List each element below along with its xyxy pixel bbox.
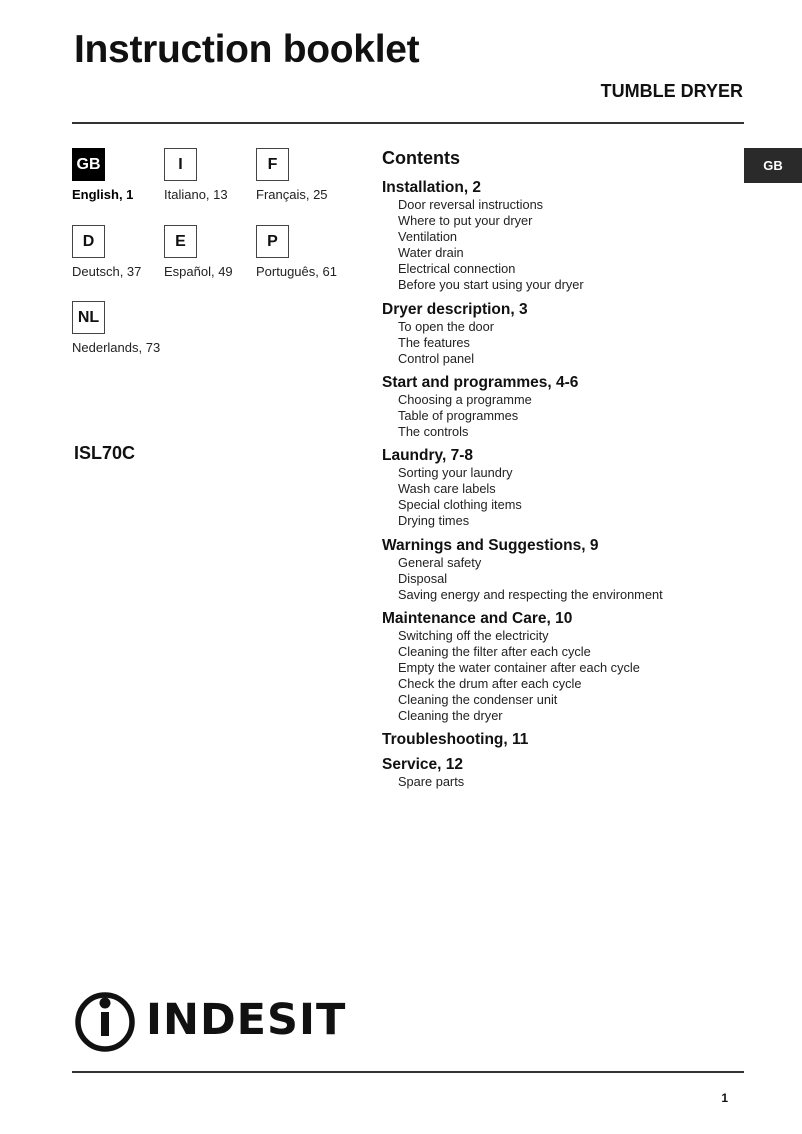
toc-section (382, 756, 742, 790)
toc-item[interactable]: Where to put your dryer (398, 213, 533, 229)
language-code-fr[interactable]: F (256, 148, 289, 181)
toc-section-title[interactable]: Maintenance and Care, 10 (382, 609, 573, 627)
language-pt[interactable] (256, 225, 337, 279)
contents-heading: Contents (382, 148, 460, 168)
toc-item[interactable]: Check the drum after each cycle (398, 676, 582, 692)
language-code-gb[interactable]: GB (72, 148, 105, 181)
language-code-es[interactable]: E (164, 225, 197, 258)
language-de[interactable] (72, 225, 141, 279)
language-label: Italiano, 13 (164, 187, 228, 202)
indesit-logo-icon (74, 988, 136, 1052)
toc-section-title[interactable]: Laundry, 7-8 (382, 447, 474, 465)
contents-sections (382, 179, 742, 790)
language-label: Português, 61 (256, 264, 337, 279)
toc-item[interactable]: The features (398, 334, 470, 350)
toc-item[interactable]: Empty the water container after each cycle (398, 659, 640, 675)
toc-item[interactable]: Choosing a programme (398, 391, 532, 407)
toc-item[interactable]: Electrical connection (398, 261, 516, 277)
language-code-de[interactable]: D (72, 225, 105, 258)
toc-item[interactable]: Cleaning the dryer (398, 708, 503, 724)
toc-item[interactable]: Saving energy and respecting the environment (398, 586, 663, 602)
toc-item[interactable]: Sorting your laundry (398, 465, 513, 481)
toc-section-title[interactable]: Service, 12 (382, 756, 464, 774)
language-it[interactable] (164, 148, 228, 202)
top-divider (72, 122, 744, 124)
toc-section (382, 731, 742, 749)
toc-item[interactable]: The controls (398, 424, 469, 440)
language-code-it[interactable]: I (164, 148, 197, 181)
toc-section (382, 179, 742, 294)
language-label: English, 1 (72, 187, 134, 202)
brand-wordmark: INDESIT (146, 995, 347, 1045)
toc-item[interactable]: Switching off the electricity (398, 627, 549, 643)
toc-item[interactable]: Drying times (398, 513, 470, 529)
toc-section (382, 447, 742, 529)
toc-item[interactable]: Water drain (398, 245, 464, 261)
page-number: 1 (721, 1091, 728, 1105)
toc-item[interactable]: Control panel (398, 350, 475, 366)
toc-item[interactable]: General safety (398, 554, 482, 570)
toc-item[interactable]: Special clothing items (398, 497, 522, 513)
language-label: Nederlands, 73 (72, 340, 161, 355)
page-title: Instruction booklet (74, 28, 420, 71)
toc-item[interactable]: Before you start using your dryer (398, 277, 584, 293)
toc-item[interactable]: Table of programmes (398, 407, 519, 423)
language-nl[interactable] (72, 301, 160, 355)
language-es[interactable] (164, 225, 233, 279)
toc-item[interactable]: Cleaning the condenser unit (398, 692, 558, 708)
toc-item[interactable]: Ventilation (398, 229, 458, 245)
toc-section (382, 537, 742, 603)
language-selector (72, 148, 372, 368)
brand-logo (74, 986, 346, 1054)
model-number: ISL70C (74, 443, 136, 463)
table-of-contents (382, 148, 742, 797)
toc-section-title[interactable]: Troubleshooting, 11 (382, 731, 529, 749)
language-label: Deutsch, 37 (72, 264, 142, 279)
toc-section-title[interactable]: Start and programmes, 4-6 (382, 373, 579, 391)
toc-section-title[interactable]: Warnings and Suggestions, 9 (382, 536, 599, 554)
language-fr[interactable] (256, 148, 328, 202)
product-type: TUMBLE DRYER (600, 81, 743, 101)
toc-section-title[interactable]: Dryer description, 3 (382, 300, 528, 318)
toc-section (382, 301, 742, 367)
toc-item[interactable]: Door reversal instructions (398, 197, 544, 212)
toc-item[interactable]: Spare parts (398, 774, 465, 790)
toc-item[interactable]: To open the door (398, 318, 495, 334)
language-label: Español, 49 (164, 264, 233, 279)
bottom-divider (72, 1071, 744, 1073)
toc-section (382, 610, 742, 725)
language-label: Français, 25 (256, 187, 328, 202)
toc-item[interactable]: Disposal (398, 570, 448, 586)
toc-item[interactable]: Wash care labels (398, 481, 496, 497)
language-side-tab[interactable]: GB (744, 148, 802, 183)
language-code-nl[interactable]: NL (72, 301, 105, 334)
language-gb[interactable] (72, 148, 133, 202)
toc-section (382, 374, 742, 440)
toc-section-title[interactable]: Installation, 2 (382, 179, 482, 196)
toc-item[interactable]: Cleaning the filter after each cycle (398, 643, 591, 659)
language-code-pt[interactable]: P (256, 225, 289, 258)
